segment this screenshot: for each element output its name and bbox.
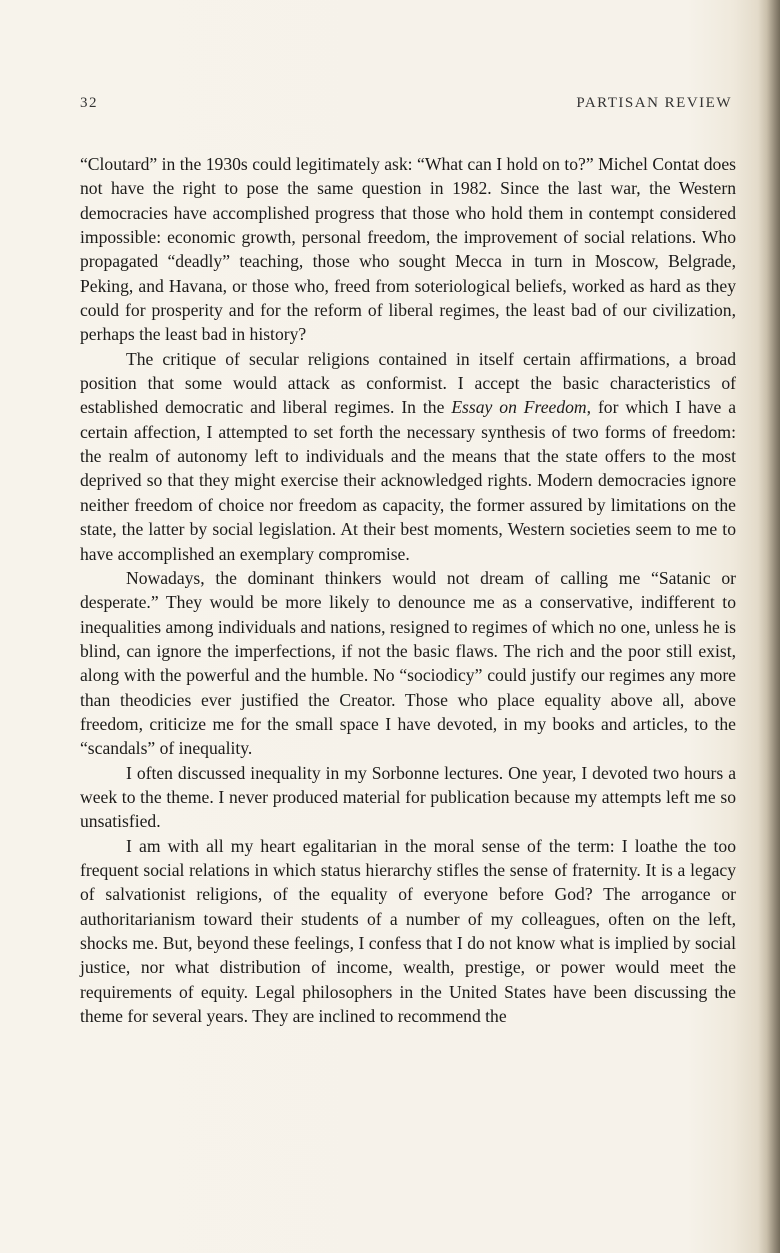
page-header: [80, 95, 732, 119]
text-segment: I often discussed inequality in my Sorbonne lectures. One year, I devoted two hours a week to the theme. I never produced material for publication because my attempts left me so unsatisfied.: [80, 762, 736, 832]
body-text: [80, 152, 736, 1028]
text-segment: “Cloutard” in the 1930s could legitimately ask: “What can I hold on to?” Michel Contat does not have the right to pose the same question in 1982. Since the last war, the Western democracies have accomplished progress that those who hold them in contempt considered impossible: economic growth, personal freedom, the improvement of social relations. Who propagated “deadly” teaching, those who sought Mecca in turn in Moscow, Belgrade, Peking, and Havana, or those who, freed from soteriological beliefs, worked as hard as they could for prosperity and for the reform of liberal regimes, the least bad of our civilization, perhaps the least bad in history?: [80, 154, 736, 345]
page-edge-shadow: [758, 0, 780, 1253]
paragraph: [80, 347, 736, 566]
text-segment: I am with all my heart egalitarian in the moral sense of the term: I loathe the too frequent social relations in which status hierarchy stifles the sense of fraternity. It is a legacy of salvationist religions, of the equality of everyone before God? The arrogance or authoritarianism toward their students of a number of my colleagues, often on the left, shocks me. But, beyond these feelings, I confess that I do not know what is implied by social justice, nor what distribution of income, wealth, prestige, or power would meet the requirements of equity. Legal philosophers in the United States have been discussing the theme for several years. They are inclined to recommend the: [80, 835, 736, 1027]
text-segment: The critique of secular religions contained in itself certain affirmations, a broad position that some would attack as conformist. I accept the basic characteristics of established democratic and liberal regimes. In the: [80, 348, 736, 418]
paragraph: [80, 566, 736, 761]
text-segment: , for which I have a certain affection, I attempted to set forth the necessary synthesis of two forms of freedom: the realm of autonomy left to individuals and the means that the state offers to the most deprived so that they might exercise their acknowledged rights. Modern democracies ignore neither freedom of choice nor freedom as capacity, the former assured by limitations on the state, the latter by social legislation. At their best moments, Western societies seem to me to have accomplished an exemplary compromise.: [80, 397, 736, 564]
paragraph: [80, 761, 736, 834]
paragraph: [80, 834, 736, 1029]
running-head: PARTISAN REVIEW: [576, 95, 732, 111]
paragraph: [80, 152, 736, 347]
text-segment: Nowadays, the dominant thinkers would not dream of calling me “Satanic or desperate.” They would be more likely to denounce me as a conservative, indifferent to inequalities among individuals and nations, resigned to regimes of which no one, unless he is blind, can ignore the imperfections, if not the basic flaws. The rich and the poor still exist, along with the powerful and the humble. No “sociodicy” could justify our regimes any more than theodicies ever justified the Creator. Those who place equality above all, above freedom, criticize me for the small space I have devoted, in my books and articles, to the “scandals” of inequality.: [80, 567, 736, 759]
book-title: Essay on Freedom: [451, 397, 587, 418]
page-number: 32: [80, 95, 98, 111]
